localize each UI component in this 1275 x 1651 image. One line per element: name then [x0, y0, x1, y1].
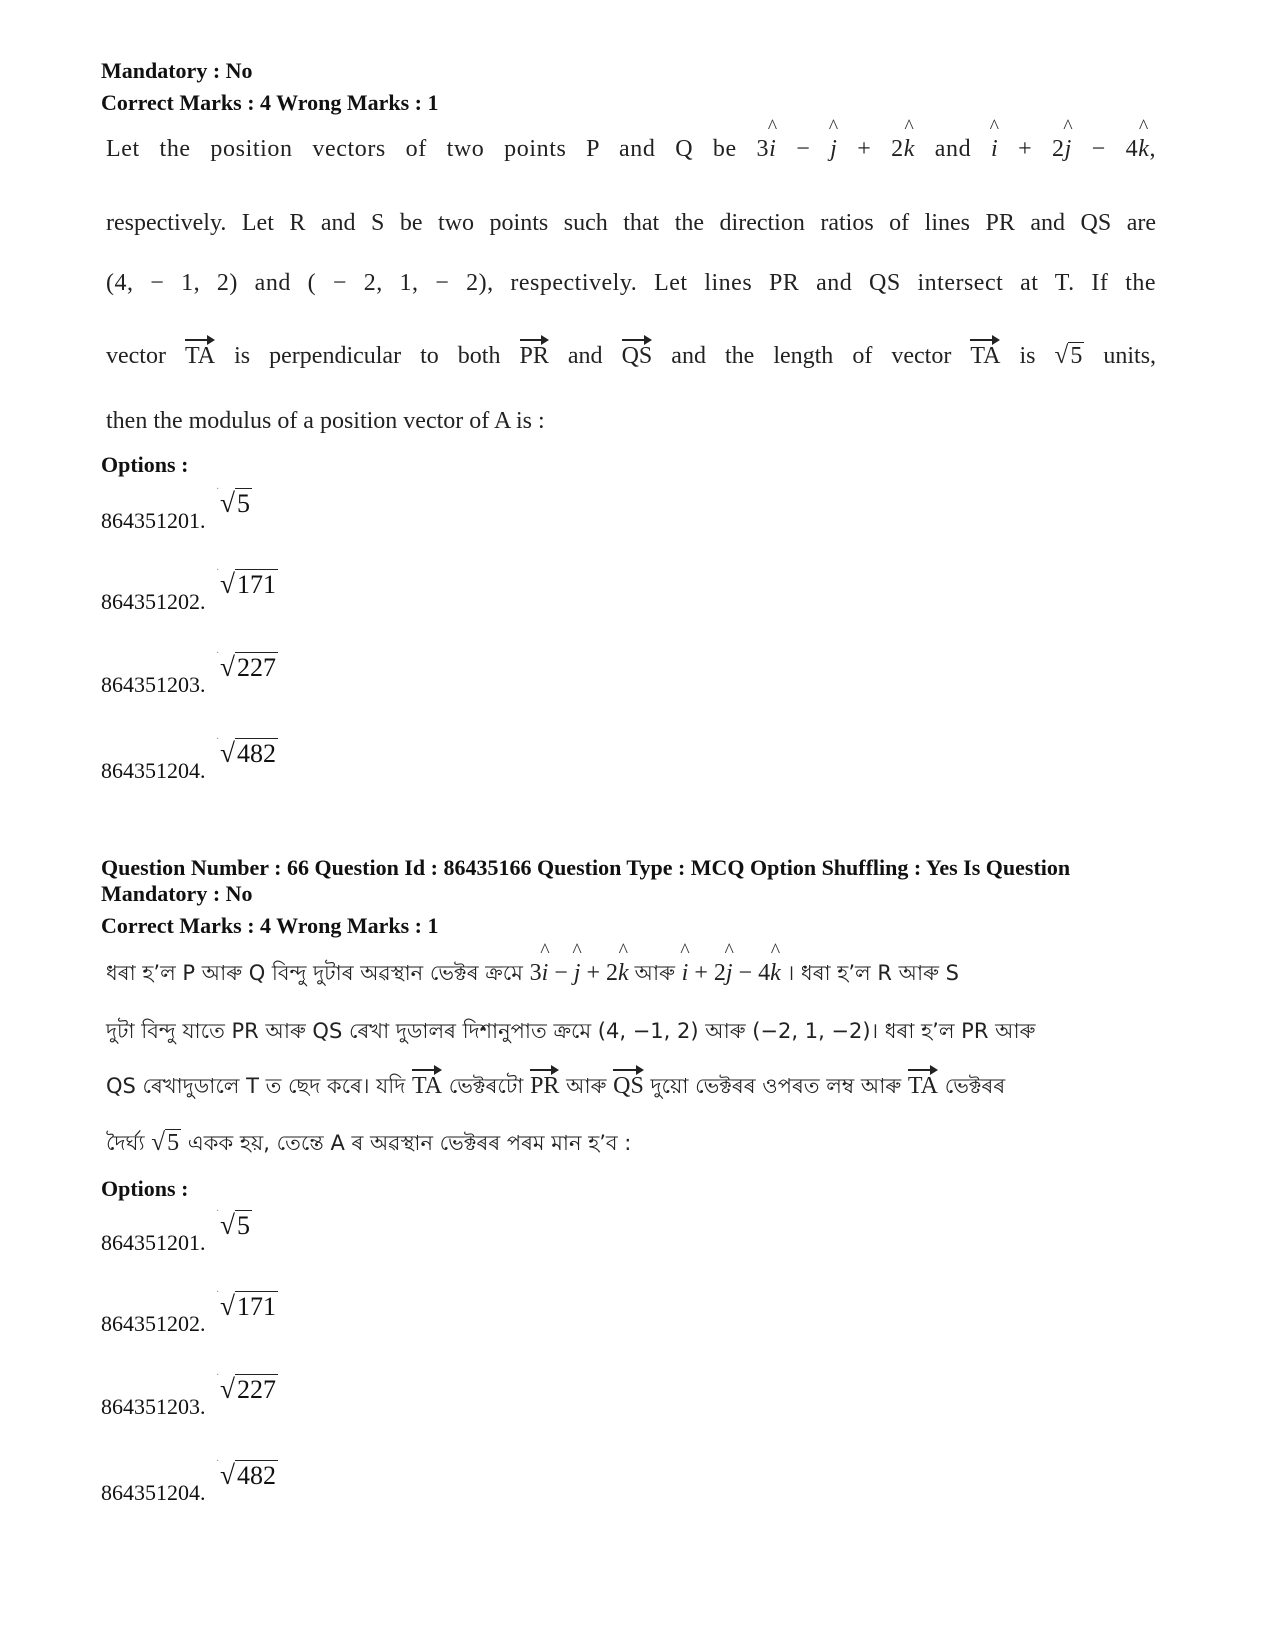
vector-qs: QS — [621, 343, 653, 369]
vector-ta: TA — [970, 343, 1001, 369]
option-value: √227 — [220, 1374, 276, 1404]
option-value: √171 — [220, 1291, 276, 1321]
q65-text-line-1: Let the position vectors of two points P and Q be 3^ i − ^ j + 2^ k and ^ i + 2^ j − 4^ k, — [106, 136, 1156, 163]
option-id: 864351203. — [101, 1394, 206, 1419]
q66-text-line-2: দুটা বিন্দু যাতে PR আৰু QS ৰেখা দুডালৰ দিশানুপাত ক্ৰমে (4, −1, 2) আৰু (−2, 1, −2)। ধৰা হ’ল PR আৰু — [106, 1019, 1036, 1043]
q66-mandatory: Mandatory : No — [101, 881, 253, 906]
q65-mandatory: Mandatory : No — [101, 58, 253, 83]
vector-pr: PR — [530, 1073, 560, 1099]
option-value: √5 — [220, 488, 250, 518]
q65-marks: Correct Marks : 4 Wrong Marks : 1 — [101, 90, 439, 115]
option-id: 864351204. — [101, 758, 206, 783]
q65-text-line-5: then the modulus of a position vector of A is : — [106, 408, 545, 434]
q66-marks: Correct Marks : 4 Wrong Marks : 1 — [101, 913, 439, 938]
q66-options-label: Options : — [101, 1176, 189, 1201]
vector-pr: PR — [519, 343, 549, 369]
sqrt-5: √5 — [1054, 342, 1083, 369]
q66-text-line-1: ধৰা হ’ল P আৰু Q বিন্দু দুটাৰ অৱস্থান ভেক্টৰ ক্ৰমে 3^ i − ^ j + 2^ k আৰু ^ i + 2^ j − 4^ k । ধৰা হ’ল R আৰু S — [106, 957, 1156, 992]
option-id: 864351202. — [101, 589, 206, 614]
option-id: 864351204. — [101, 1480, 206, 1505]
option-value: √227 — [220, 652, 276, 682]
option-id: 864351202. — [101, 1311, 206, 1336]
option-value: √482 — [220, 738, 276, 768]
vector-qs: QS — [613, 1073, 644, 1099]
vector-ta: TA — [907, 1073, 938, 1099]
sqrt-5: √5 — [151, 1129, 180, 1156]
option-value: √171 — [220, 569, 276, 599]
q66-header: Question Number : 66 Question Id : 86435166 Question Type : MCQ Option Shuffling : Yes Is Question — [101, 855, 1071, 880]
q66-text-line-4: দৈৰ্ঘ্য √5 একক হয়, তেন্তে A ৰ অৱস্থান ভেক্টৰৰ পৰম মান হ’ব : — [106, 1129, 632, 1156]
q65-options-label: Options : — [101, 452, 189, 477]
q65-text-line-3: (4, − 1, 2) and ( − 2, 1, − 2), respectively. Let lines PR and QS intersect at T. If the — [106, 270, 1157, 296]
q65-text-line-4: vector TA is perpendicular to both PR and QS and the length of vector TA is √5 units, — [106, 342, 1157, 369]
option-value: √482 — [220, 1460, 276, 1490]
option-value: √5 — [220, 1210, 250, 1240]
vector-ta: TA — [185, 343, 216, 369]
vector-ta: TA — [411, 1073, 443, 1099]
option-id: 864351201. — [101, 1230, 206, 1255]
option-id: 864351203. — [101, 672, 206, 697]
q66-text-line-3: QS ৰেখাদুডালে T ত ছেদ কৰে। যদি TA ভেক্টৰটো PR আৰু QS দুয়ো ভেক্টৰৰ ওপৰত লম্ব আৰু TA ভেক্টৰৰ — [106, 1073, 1006, 1099]
option-id: 864351201. — [101, 508, 206, 533]
q65-text-line-2: respectively. Let R and S be two points such that the direction ratios of lines PR and QS are — [106, 210, 1156, 236]
